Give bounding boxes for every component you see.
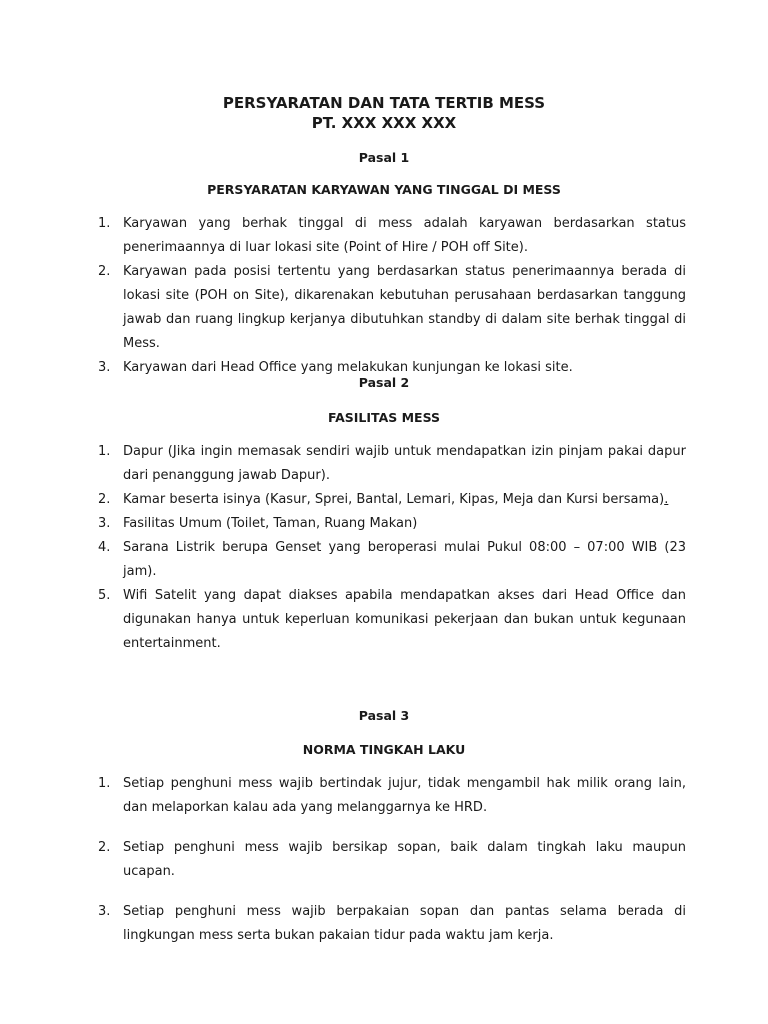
list-item-number: 2. — [98, 840, 111, 855]
list-item-number: 1. — [98, 216, 111, 231]
list-item — [98, 488, 686, 512]
list-item — [98, 836, 686, 884]
pasal-2-list — [98, 440, 686, 656]
list-item-number: 3. — [98, 360, 111, 375]
list-item-text: Fasilitas Umum (Toilet, Taman, Ruang Makan) — [123, 516, 418, 531]
list-item-number: 2. — [98, 264, 111, 279]
pasal-1-label: Pasal 1 — [358, 150, 410, 165]
list-item-number: 3. — [98, 904, 111, 919]
list-item — [98, 536, 686, 584]
list-item — [98, 584, 686, 656]
list-item-number: 1. — [98, 444, 111, 459]
pasal-3-heading: NORMA TINGKAH LAKU — [302, 742, 466, 757]
document-title-line2: PT. XXX XXX XXX — [311, 114, 457, 132]
list-item-number: 5. — [98, 588, 111, 603]
list-item — [98, 212, 686, 260]
list-item-text: Sarana Listrik berupa Genset yang beroperasi mulai Pukul 08:00 – 07:00 WIB (23 jam). — [123, 540, 686, 579]
list-item-text: Dapur (Jika ingin memasak sendiri wajib untuk mendapatkan izin pinjam pakai dapur dari penanggung jawab Dapur). — [123, 444, 686, 483]
document-title-line1: PERSYARATAN DAN TATA TERTIB MESS — [222, 94, 546, 112]
pasal-3-list — [98, 772, 686, 964]
list-item-number: 2. — [98, 492, 111, 507]
list-item-text: Setiap penghuni mess wajib bersikap sopan, baik dalam tingkah laku maupun ucapan. — [123, 840, 686, 879]
pasal-2-heading: FASILITAS MESS — [327, 410, 441, 425]
list-item — [98, 772, 686, 820]
list-item-text-tail: . — [664, 492, 669, 507]
list-item-text: Setiap penghuni mess wajib bertindak jujur, tidak mengambil hak milik orang lain, dan melaporkan kalau ada yang melanggarnya ke HRD. — [123, 776, 686, 815]
pasal-3-label: Pasal 3 — [358, 708, 410, 723]
pasal-1-heading: PERSYARATAN KARYAWAN YANG TINGGAL DI MESS — [207, 182, 561, 197]
list-item — [98, 440, 686, 488]
list-item-text: Wifi Satelit yang dapat diakses apabila mendapatkan akses dari Head Office dan digunakan hanya untuk keperluan komunikasi pekerjaan dan bukan untuk kegunaan entertainment. — [123, 588, 686, 651]
pasal-2-label: Pasal 2 — [358, 375, 410, 390]
list-item-number: 4. — [98, 540, 111, 555]
list-item-text: Karyawan dari Head Office yang melakukan kunjungan ke lokasi site. — [123, 360, 573, 375]
list-item-text: Karyawan pada posisi tertentu yang berdasarkan status penerimaannya berada di lokasi site (POH on Site), dikarenakan kebutuhan perusahaan berdasarkan tanggung jawab dan ruang lingkup kerjanya dibutuhkan standby di dalam site berhak tinggal di Mess. — [123, 264, 686, 351]
list-item-number: 1. — [98, 776, 111, 791]
pasal-1-list — [98, 212, 686, 380]
list-item — [98, 512, 686, 536]
list-item-text: Setiap penghuni mess wajib berpakaian sopan dan pantas selama berada di lingkungan mess serta bukan pakaian tidur pada waktu jam kerja. — [123, 904, 686, 943]
list-item — [98, 900, 686, 948]
list-item-text: Karyawan yang berhak tinggal di mess adalah karyawan berdasarkan status penerimaannya di luar lokasi site (Point of Hire / POH off Site). — [123, 216, 686, 255]
list-item-text: Kamar beserta isinya (Kasur, Sprei, Bantal, Lemari, Kipas, Meja dan Kursi bersama) — [123, 492, 665, 507]
list-item-number: 3. — [98, 516, 111, 531]
list-item — [98, 260, 686, 356]
